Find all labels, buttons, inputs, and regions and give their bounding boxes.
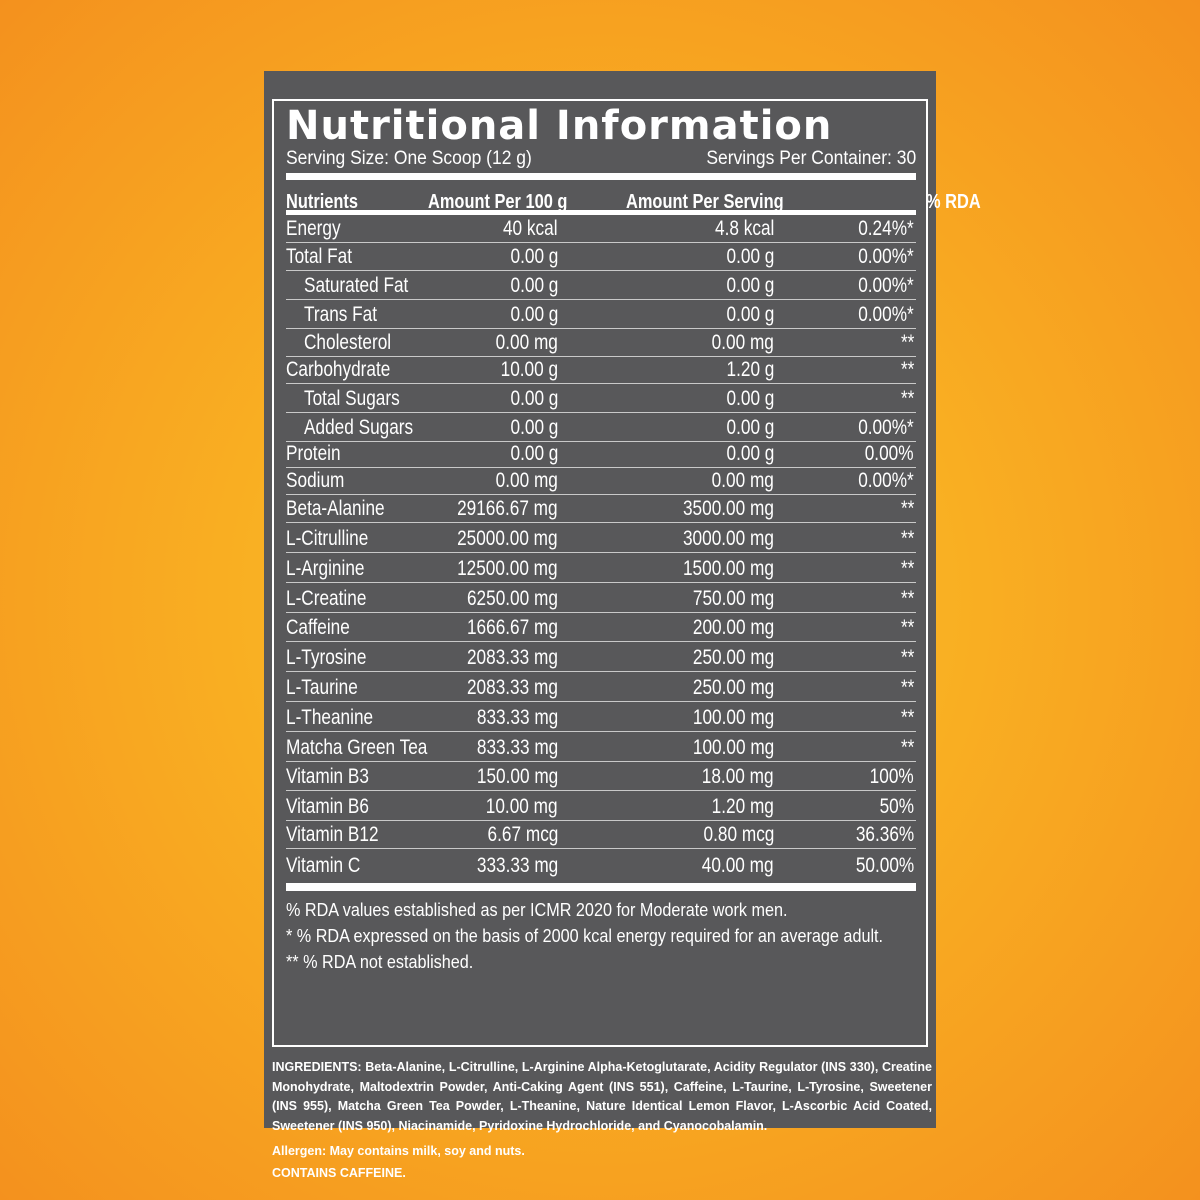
rda-value: 0.00%*	[858, 469, 914, 492]
table-row	[286, 357, 916, 384]
table-row	[286, 672, 916, 702]
rda-value: **	[900, 676, 914, 699]
rda-value: 50.00%	[855, 854, 914, 877]
amount-per-serving: 0.00 g	[726, 387, 774, 410]
amount-per-serving: 100.00 mg	[692, 706, 774, 729]
amount-per-serving: 0.00 g	[726, 442, 774, 465]
nutrient-name: Vitamin C	[286, 854, 361, 877]
rda-value: **	[900, 358, 914, 381]
nutrient-name: Total Sugars	[304, 387, 400, 410]
amount-per-serving: 40.00 mg	[702, 854, 774, 877]
table-row	[286, 702, 916, 732]
amount-per-100g: 6.67 mcg	[487, 823, 558, 846]
amount-per-serving: 0.00 mg	[711, 331, 774, 354]
amount-per-100g: 0.00 g	[510, 442, 558, 465]
amount-per-serving: 1.20 mg	[711, 795, 774, 818]
nutrient-name: Protein	[286, 442, 341, 465]
note-kcal: * % RDA expressed on the basis of 2000 kcal energy required for an average adult.	[286, 926, 884, 946]
table-row	[286, 642, 916, 672]
table-row	[286, 442, 916, 468]
amount-per-serving: 18.00 mg	[702, 765, 774, 788]
nutrient-name: Trans Fat	[304, 303, 378, 326]
amount-per-serving: 1500.00 mg	[683, 557, 774, 580]
rda-value: **	[900, 706, 914, 729]
table-row	[286, 553, 916, 583]
nutrient-name: Vitamin B12	[286, 823, 379, 846]
amount-per-serving: 3500.00 mg	[683, 497, 774, 520]
ingredients-text: INGREDIENTS: Beta-Alanine, L-Citrulline, L-Arginine Alpha-Ketoglutarate, Acidity Regulator (INS 330), Creatine Monohydrate, Maltodextrin Powder, Anti-Caking Agent (INS 551), Caffeine, L-Taurine, L-Tyrosine, Sweetener (INS 955), Matcha Green Tea Powder, L-Theanine, Nature Identical Lemon Flavor, L-Ascorbic Acid Coated, Sweetener (INS 950), Niacinamide, Pyridoxine Hydrochloride, and Cyanocobalamin.	[272, 1060, 932, 1133]
amount-per-100g: 25000.00 mg	[457, 527, 558, 550]
amount-per-100g: 0.00 g	[510, 416, 558, 439]
table-row	[286, 762, 916, 791]
nutrient-name: Total Fat	[286, 245, 353, 268]
note-icmr: % RDA values established as per ICMR 2020 for Moderate work men.	[286, 900, 788, 920]
table-row	[286, 821, 916, 849]
amount-per-serving: 4.8 kcal	[714, 217, 774, 240]
amount-per-100g: 0.00 g	[510, 274, 558, 297]
header-per-serving: Amount Per Serving	[626, 191, 784, 213]
amount-per-100g: 150.00 mg	[476, 765, 558, 788]
rda-value: 0.24%*	[858, 217, 914, 240]
table-row	[286, 495, 916, 523]
nutrient-name: L-Arginine	[286, 557, 365, 580]
rda-value: 100%	[869, 765, 914, 788]
nutrition-panel	[264, 71, 981, 1180]
amount-per-serving: 750.00 mg	[692, 587, 774, 610]
footer-divider	[286, 883, 916, 891]
amount-per-100g: 0.00 g	[510, 245, 558, 268]
nutrient-name: L-Theanine	[286, 706, 374, 729]
rda-value: **	[900, 736, 914, 759]
rda-value: 0.00%*	[858, 416, 914, 439]
table-row	[286, 583, 916, 613]
nutrient-table	[286, 217, 916, 879]
table-row	[286, 271, 916, 300]
table-row	[286, 384, 916, 413]
nutrient-name: L-Citrulline	[286, 527, 369, 550]
amount-per-serving: 0.00 g	[726, 303, 774, 326]
amount-per-100g: 2083.33 mg	[467, 646, 558, 669]
amount-per-100g: 0.00 g	[510, 303, 558, 326]
rda-value: **	[900, 557, 914, 580]
serving-size: Serving Size: One Scoop (12 g)	[286, 148, 532, 169]
nutrient-name: Sodium	[286, 469, 345, 492]
amount-per-serving: 0.00 g	[726, 416, 774, 439]
table-row	[286, 523, 916, 553]
rda-value: 0.00%*	[858, 245, 914, 268]
table-row	[286, 732, 916, 762]
rda-value: 36.36%	[855, 823, 914, 846]
rda-value: 50%	[879, 795, 914, 818]
rda-value: **	[900, 387, 914, 410]
nutrient-name: Carbohydrate	[286, 358, 391, 381]
rda-value: 0.00%*	[858, 274, 914, 297]
rda-value: **	[900, 616, 914, 639]
panel-title: Nutritional Information	[286, 103, 833, 149]
nutrient-name: L-Tyrosine	[286, 646, 367, 669]
serving-info	[286, 148, 916, 170]
rda-value: 0.00%	[865, 442, 914, 465]
caffeine-warning: CONTAINS CAFFEINE.	[272, 1165, 406, 1180]
table-row	[286, 791, 916, 821]
table-row	[286, 849, 916, 879]
amount-per-100g: 833.33 mg	[476, 706, 558, 729]
note-not-established: ** % RDA not established.	[286, 952, 474, 972]
table-row	[286, 217, 916, 243]
amount-per-serving: 1.20 g	[726, 358, 774, 381]
amount-per-100g: 6250.00 mg	[467, 587, 558, 610]
ingredients-block	[272, 1058, 932, 1183]
amount-per-100g: 10.00 mg	[486, 795, 558, 818]
amount-per-serving: 3000.00 mg	[683, 527, 774, 550]
servings-per-container: Servings Per Container: 30	[706, 148, 917, 169]
amount-per-100g: 833.33 mg	[476, 736, 558, 759]
amount-per-serving: 0.80 mcg	[703, 823, 774, 846]
amount-per-serving: 250.00 mg	[692, 676, 774, 699]
nutrient-name: Saturated Fat	[304, 274, 409, 297]
table-row	[286, 613, 916, 642]
nutrient-name: Added Sugars	[304, 416, 414, 439]
rda-value: 0.00%*	[858, 303, 914, 326]
table-row	[286, 243, 916, 271]
rda-value: **	[900, 587, 914, 610]
amount-per-100g: 0.00 mg	[495, 331, 558, 354]
header-nutrients: Nutrients	[286, 191, 358, 213]
amount-per-100g: 40 kcal	[503, 217, 558, 240]
allergen-text: Allergen: May contains milk, soy and nuts.	[272, 1144, 525, 1158]
table-row	[286, 300, 916, 329]
nutrient-name: Vitamin B3	[286, 765, 369, 788]
rda-notes	[286, 897, 926, 975]
header-divider	[286, 173, 916, 180]
rda-value: **	[900, 646, 914, 669]
amount-per-100g: 10.00 g	[500, 358, 558, 381]
rda-value: **	[900, 497, 914, 520]
nutrient-name: L-Creatine	[286, 587, 367, 610]
nutrient-name: Vitamin B6	[286, 795, 369, 818]
nutrient-name: Energy	[286, 217, 341, 240]
amount-per-100g: 333.33 mg	[476, 854, 558, 877]
amount-per-serving: 0.00 g	[726, 245, 774, 268]
nutrient-name: Caffeine	[286, 616, 350, 639]
table-row	[286, 413, 916, 442]
amount-per-100g: 12500.00 mg	[457, 557, 558, 580]
nutrient-name: Beta-Alanine	[286, 497, 385, 520]
amount-per-100g: 29166.67 mg	[457, 497, 558, 520]
table-row	[286, 468, 916, 495]
amount-per-100g: 2083.33 mg	[467, 676, 558, 699]
table-row	[286, 329, 916, 357]
nutrient-name: L-Taurine	[286, 676, 358, 699]
nutrient-name: Cholesterol	[304, 331, 392, 354]
table-header	[286, 183, 981, 215]
amount-per-serving: 200.00 mg	[692, 616, 774, 639]
rda-value: **	[900, 331, 914, 354]
amount-per-100g: 0.00 mg	[495, 469, 558, 492]
amount-per-serving: 0.00 mg	[711, 469, 774, 492]
nutrient-name: Matcha Green Tea	[286, 736, 428, 759]
rda-value: **	[900, 527, 914, 550]
amount-per-100g: 0.00 g	[510, 387, 558, 410]
header-rda: % RDA	[926, 191, 981, 213]
amount-per-100g: 1666.67 mg	[467, 616, 558, 639]
amount-per-serving: 250.00 mg	[692, 646, 774, 669]
header-per-100g: Amount Per 100 g	[428, 191, 568, 213]
amount-per-serving: 0.00 g	[726, 274, 774, 297]
nutrition-facts-box	[272, 99, 981, 1047]
amount-per-serving: 100.00 mg	[692, 736, 774, 759]
